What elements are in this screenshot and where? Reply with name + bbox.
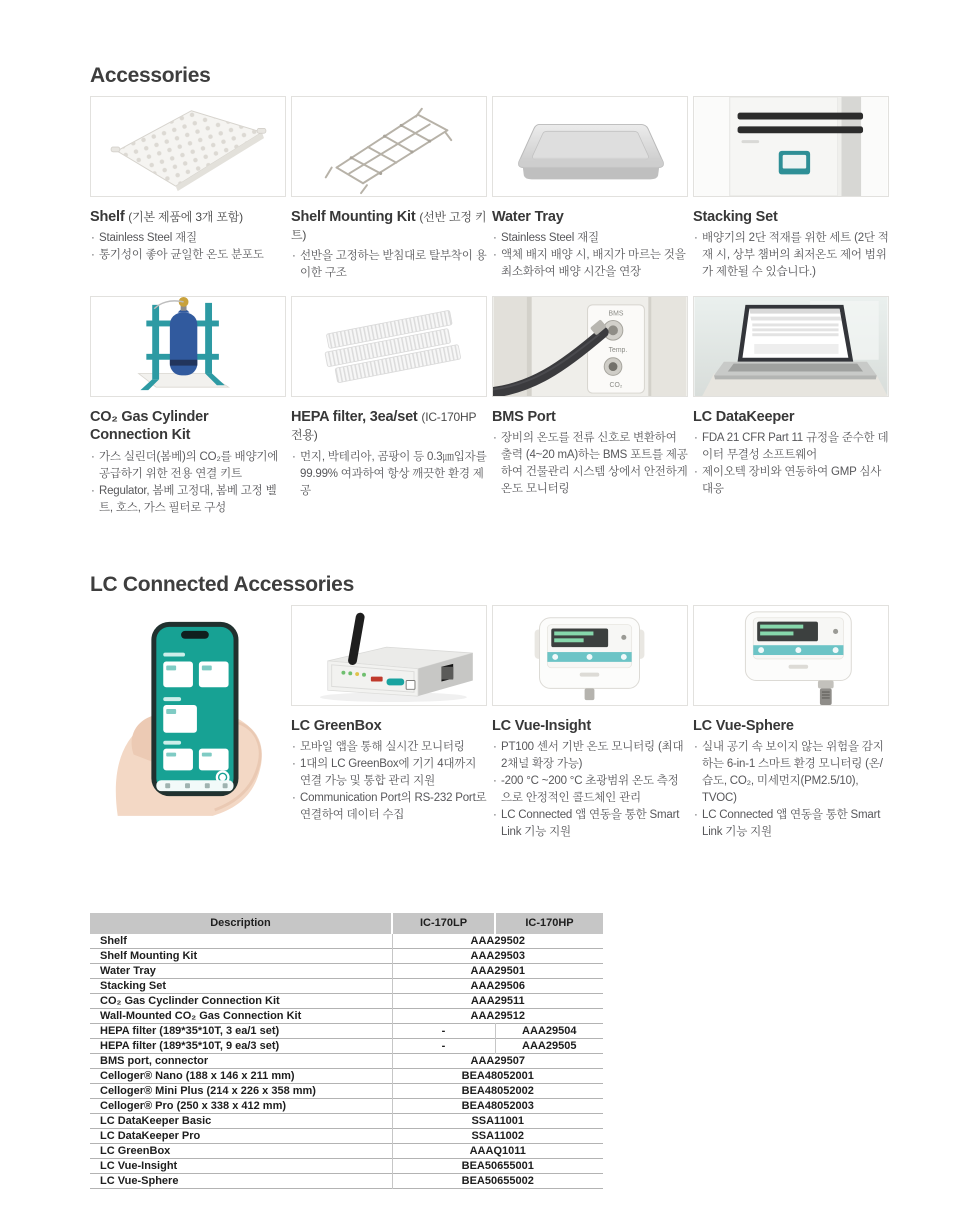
accessory-card-water-tray — [492, 96, 688, 281]
description-cell: Celloger® Nano (188 x 146 x 211 mm) — [100, 1070, 295, 1083]
item-title — [693, 208, 889, 226]
description-cell: Shelf Mounting Kit — [100, 950, 198, 963]
item-bullets — [291, 449, 487, 500]
order-table — [90, 913, 603, 1190]
lc-datakeeper-image — [693, 296, 889, 397]
description-cell: HEPA filter (189*35*10T, 3 ea/1 set) — [100, 1025, 280, 1038]
part-number-cell: BEA48052003 — [392, 1099, 603, 1114]
co2-cylinder-kit-photo-illustration — [91, 297, 285, 396]
table-row — [90, 1069, 603, 1084]
item-title: LC GreenBox — [291, 717, 382, 734]
item-bullets — [492, 230, 688, 281]
table-row — [90, 1144, 603, 1159]
bullet: · 장비의 온도를 전류 신호로 변환하여 출력 (4~20 mA)하는 BMS 포트를 제공하여 건물관리 시스템 상에서 안전하게 온도 모니터링 — [492, 430, 688, 498]
page-content — [90, 0, 889, 1189]
col-header-ic170hp: IC-170HP — [495, 913, 603, 934]
item-bullets — [693, 739, 889, 841]
description-cell: LC DataKeeper Pro — [100, 1130, 201, 1143]
description-cell: BMS port, connector — [100, 1055, 209, 1068]
part-number-cell: AAA29507 — [392, 1054, 603, 1069]
hepa-filter-image — [291, 296, 487, 397]
water-tray-photo-illustration — [493, 97, 687, 196]
bullet: · Regulator, 봄베 고정대, 봄베 고정 벨트, 호스, 가스 필터로 구성 — [90, 483, 286, 517]
table-row — [90, 934, 603, 949]
item-bullets — [291, 248, 487, 282]
shelf-image — [90, 96, 286, 197]
item-title — [693, 408, 889, 426]
table-row — [90, 1054, 603, 1069]
part-number-cell: AAA29511 — [392, 994, 603, 1009]
item-title — [90, 208, 286, 226]
item-bullets — [492, 739, 688, 841]
bullet: · -200 °C ~200 °C 초광범위 온도 측정으로 안정적인 콜드체인 관리 — [492, 773, 688, 807]
item-title-suffix: (IC-170HP 전용) — [291, 410, 477, 443]
item-bullets — [492, 430, 688, 498]
bullet: · Stainless Steel 재질 — [90, 230, 286, 247]
description-cell: LC Vue-Insight — [100, 1160, 178, 1173]
bullet: · 먼지, 박테리아, 곰팡이 등 0.3㎛입자를 99.99% 여과하여 항상 깨끗한 환경 제공 — [291, 449, 487, 500]
part-number-cell-lp: - — [392, 1039, 495, 1054]
lc-connected-heading: LC Connected Accessories — [90, 572, 354, 596]
table-row — [90, 1084, 603, 1099]
table-header-row — [90, 913, 603, 934]
shelf-mounting-kit-image — [291, 96, 487, 197]
item-bullets — [90, 449, 286, 517]
bullet: · Stainless Steel 재질 — [492, 230, 688, 247]
accessory-card-hepa-filter — [291, 296, 487, 499]
part-number-cell: AAA29502 — [392, 934, 603, 949]
part-number-cell: AAA29503 — [392, 949, 603, 964]
table-row — [90, 1114, 603, 1129]
item-title — [291, 408, 487, 444]
bms-port-image — [492, 296, 688, 397]
lc-datakeeper-photo-illustration — [694, 297, 888, 396]
part-number-cell: SSA11001 — [392, 1114, 603, 1129]
item-title-text: Shelf — [90, 209, 125, 225]
bullet: · 실내 공기 속 보이지 않는 위험을 감지하는 6-in-1 스마트 환경 모니터링 (온/습도, CO₂, 미세먼지(PM2.5/10), TVOC) — [693, 739, 889, 807]
description-cell: LC Vue-Sphere — [100, 1175, 179, 1188]
table-row — [90, 1024, 603, 1039]
bullet: · 제이오텍 장비와 연동하여 GMP 심사 대응 — [693, 464, 889, 498]
part-number-cell: BEA48052002 — [392, 1084, 603, 1099]
part-number-cell: BEA50655001 — [392, 1159, 603, 1174]
lc-greenbox-card — [291, 605, 487, 824]
co2-label: CO₂ — [609, 382, 623, 390]
table-row — [90, 1129, 603, 1144]
description-cell: Shelf — [100, 935, 127, 948]
item-title — [90, 408, 286, 444]
accessories-heading: Accessories — [90, 64, 211, 87]
phone-in-hand-illustration — [90, 605, 286, 817]
description-cell: LC GreenBox — [100, 1145, 171, 1158]
co2-cylinder-kit-image — [90, 296, 286, 397]
order-table-section — [90, 913, 889, 1190]
water-tray-image — [492, 96, 688, 197]
lc-vue-insight-photo-illustration — [493, 606, 687, 705]
bullet: · 액체 배지 배양 시, 배지가 마르는 것을 최소화하여 배양 시간을 연장 — [492, 247, 688, 281]
item-title: LC Vue-Insight — [492, 717, 591, 734]
lc-vue-sphere-image — [693, 605, 889, 706]
hepa-filter-photo-illustration — [292, 297, 486, 396]
lc-connected-app-photo — [90, 605, 286, 817]
table-row — [90, 1009, 603, 1024]
bullet: · LC Connected 앱 연동을 통한 Smart Link 기능 지원 — [693, 807, 889, 841]
bullet: · PT100 센서 기반 온도 모니터링 (최대 2채널 확장 가능) — [492, 739, 688, 773]
col-header-ic170lp: IC-170LP — [392, 913, 495, 934]
description-cell: CO₂ Gas Cyclinder Connection Kit — [100, 995, 280, 1008]
description-cell: Celloger® Pro (250 x 338 x 412 mm) — [100, 1100, 287, 1113]
lc-vue-insight-card — [492, 605, 688, 841]
part-number-cell-hp: AAA29505 — [495, 1039, 603, 1054]
item-title-suffix: (선반 고정 키트) — [291, 210, 487, 243]
item-bullets — [693, 230, 889, 281]
item-title: LC Vue-Sphere — [693, 717, 794, 734]
part-number-cell: SSA11002 — [392, 1129, 603, 1144]
col-header-description: Description — [90, 913, 392, 934]
bullet: · 선반을 고정하는 받침대로 탈부착이 용이한 구조 — [291, 248, 487, 282]
accessory-card-bms-port — [492, 296, 688, 498]
item-title-text: BMS Port — [492, 409, 556, 426]
item-title — [492, 408, 688, 426]
part-number-cell: BEA48052001 — [392, 1069, 603, 1084]
item-bullets — [693, 430, 889, 498]
table-row — [90, 979, 603, 994]
bms-label: BMS — [608, 310, 624, 318]
item-title-suffix: (기본 제품에 3개 포함) — [128, 210, 243, 224]
item-title-text: Shelf Mounting Kit — [291, 209, 416, 225]
table-row — [90, 949, 603, 964]
table-row — [90, 964, 603, 979]
description-cell: HEPA filter (189*35*10T, 9 ea/3 set) — [100, 1040, 280, 1053]
accessory-card-stacking-set — [693, 96, 889, 281]
part-number-cell: AAA29512 — [392, 1009, 603, 1024]
description-cell: Celloger® Mini Plus (214 x 226 x 358 mm) — [100, 1085, 316, 1098]
item-title-text: Stacking Set — [693, 209, 778, 225]
part-number-cell: AAA29501 — [392, 964, 603, 979]
accessory-card-lc-datakeeper — [693, 296, 889, 498]
table-row — [90, 1039, 603, 1054]
part-number-cell: AAA29506 — [392, 979, 603, 994]
bullet: · 배양기의 2단 적재를 위한 세트 (2단 적재 시, 상부 챔버의 최저온도 제어 범위가 제한될 수 있습니다.) — [693, 230, 889, 281]
description-cell: LC DataKeeper Basic — [100, 1115, 212, 1128]
lc-vue-insight-image — [492, 605, 688, 706]
accessory-card-shelf-mounting-kit — [291, 96, 487, 282]
lc-vue-sphere-card — [693, 605, 889, 841]
temp-label: Temp. — [608, 347, 628, 355]
item-title — [291, 208, 487, 244]
shelf-mounting-kit-photo-illustration — [292, 97, 486, 196]
lc-vue-sphere-photo-illustration — [694, 606, 888, 705]
table-row — [90, 1159, 603, 1174]
stacking-set-image — [693, 96, 889, 197]
item-bullets — [291, 739, 487, 824]
bullet: · Communication Port의 RS-232 Port로 연결하여 데이터 수집 — [291, 790, 487, 824]
stacking-set-photo-illustration — [694, 97, 888, 196]
part-number-cell: BEA50655002 — [392, 1174, 603, 1189]
item-title-text: LC DataKeeper — [693, 409, 795, 426]
lc-greenbox-image — [291, 605, 487, 706]
part-number-cell-lp: - — [392, 1024, 495, 1039]
item-bullets — [90, 230, 286, 264]
bms-port-photo-illustration — [493, 297, 687, 396]
item-title-text: CO₂ Gas Cylinder Connection Kit — [90, 409, 209, 444]
shelf-photo-illustration — [91, 97, 285, 196]
accessories-grid-row1 — [90, 96, 889, 282]
bullet: · 가스 실린더(봄베)의 CO₂를 배양기에 공급하기 위한 전용 연결 키트 — [90, 449, 286, 483]
description-cell: Stacking Set — [100, 980, 167, 993]
part-number-cell: AAAQ1011 — [392, 1144, 603, 1159]
table-row — [90, 1174, 603, 1189]
table-row — [90, 1099, 603, 1114]
description-cell: Water Tray — [100, 965, 156, 978]
item-title-text: Water Tray — [492, 209, 564, 225]
bullet: · FDA 21 CFR Part 11 규정을 준수한 데이터 무결성 소프트웨어 — [693, 430, 889, 464]
item-title-text: HEPA filter, 3ea/set — [291, 409, 418, 426]
accessories-grid-row2 — [90, 296, 889, 516]
accessory-card-shelf — [90, 96, 286, 264]
bullet: · LC Connected 앱 연동을 통한 Smart Link 기능 지원 — [492, 807, 688, 841]
table-row — [90, 994, 603, 1009]
bullet: · 모바일 앱을 통해 실시간 모니터링 — [291, 739, 487, 756]
accessory-card-co2-kit — [90, 296, 286, 516]
bullet: · 1대의 LC GreenBox에 기기 4대까지 연결 가능 및 통합 관리 지원 — [291, 756, 487, 790]
bullet: · 통기성이 좋아 균일한 온도 분포도 — [90, 247, 286, 264]
lc-connected-grid — [90, 605, 889, 841]
lc-greenbox-photo-illustration — [292, 606, 486, 705]
part-number-cell-hp: AAA29504 — [495, 1024, 603, 1039]
item-title — [492, 208, 688, 226]
description-cell: Wall-Mounted CO₂ Gas Connection Kit — [100, 1010, 302, 1023]
